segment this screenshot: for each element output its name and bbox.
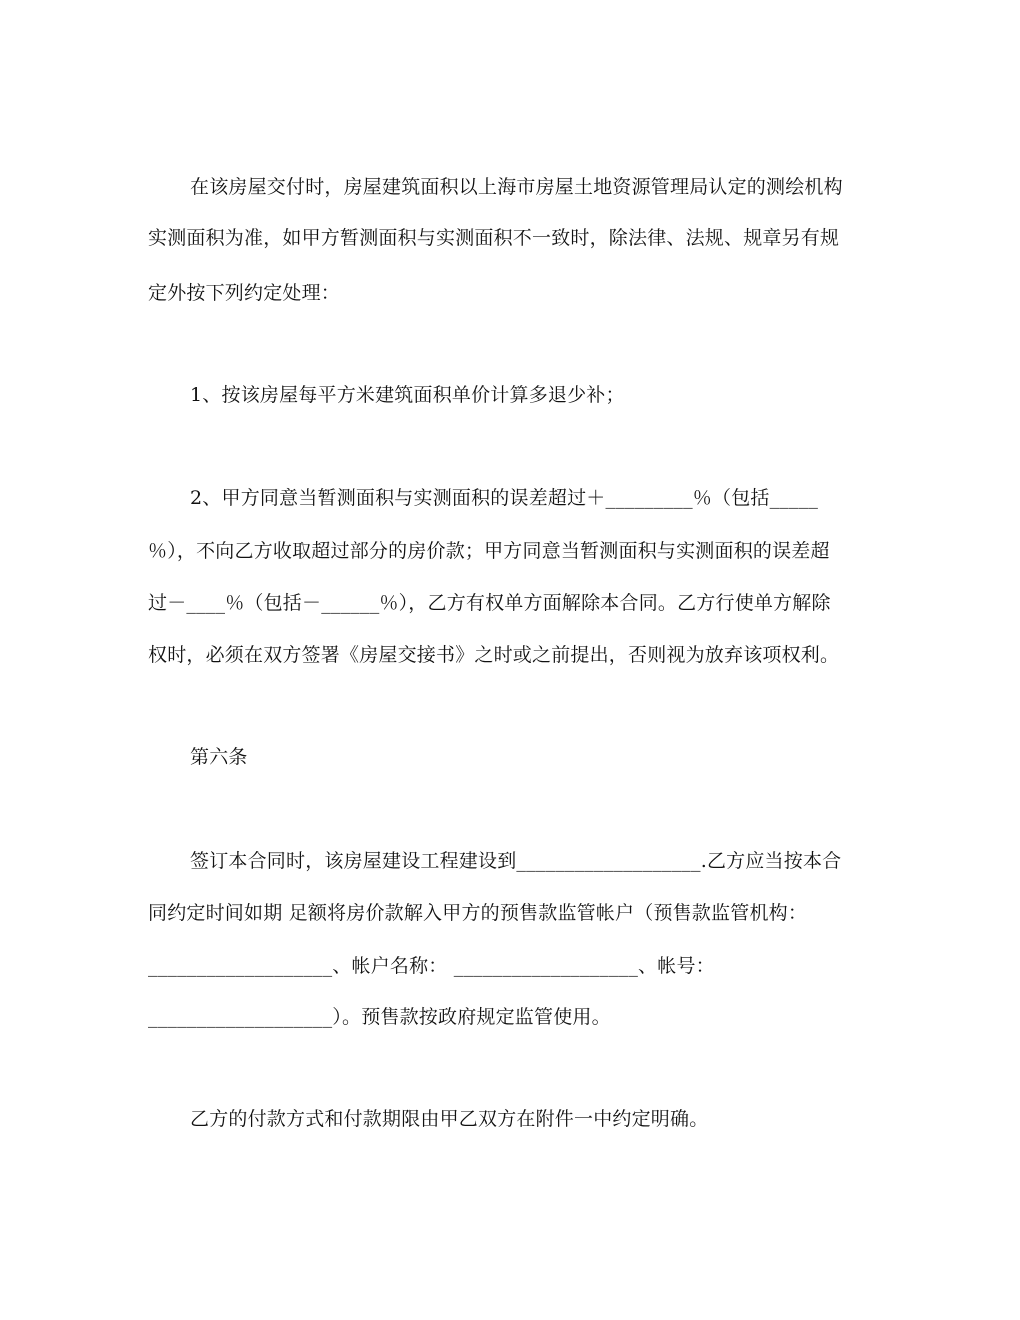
payment-line-3: ___________________、帐户名称： ___________________、帐号： [148, 955, 715, 977]
item-2-line-2: ％），不向乙方收取超过部分的房价款；甲方同意当暂测面积与实测面积的误差超 [148, 540, 830, 562]
paragraph-area-line-1: 在该房屋交付时，房屋建筑面积以上海市房屋土地资源管理局认定的测绘机构 [190, 176, 843, 198]
payment-line-4: ___________________）。预售款按政府规定监管使用。 [148, 1006, 611, 1028]
item-1-text: 1、按该房屋每平方米建筑面积单价计算多退少补； [190, 384, 625, 406]
item-2-line-1: 2、甲方同意当暂测面积与实测面积的误差超过＋_________％（包括_____ [190, 487, 819, 509]
paragraph-area-line-3: 定外按下列约定处理： [148, 282, 341, 304]
payment-line-1: 签订本合同时，该房屋建设工程建设到___________________.乙方应当按本合 [190, 850, 842, 872]
final-paragraph: 乙方的付款方式和付款期限由甲乙双方在附件一中约定明确。 [190, 1108, 709, 1130]
article-heading: 第六条 [190, 746, 248, 768]
payment-line-2: 同约定时间如期 足额将房价款解入甲方的预售款监管帐户（预售款监管机构： [148, 902, 808, 924]
item-2-line-4: 权时，必须在双方签署《房屋交接书》之时或之前提出，否则视为放弃该项权利。 [148, 644, 840, 666]
paragraph-area-line-2: 实测面积为准，如甲方暂测面积与实测面积不一致时，除法律、法规、规章另有规 [148, 227, 840, 249]
item-2-line-3: 过－____％（包括－______％），乙方有权单方面解除本合同。乙方行使单方解除 [148, 592, 831, 614]
